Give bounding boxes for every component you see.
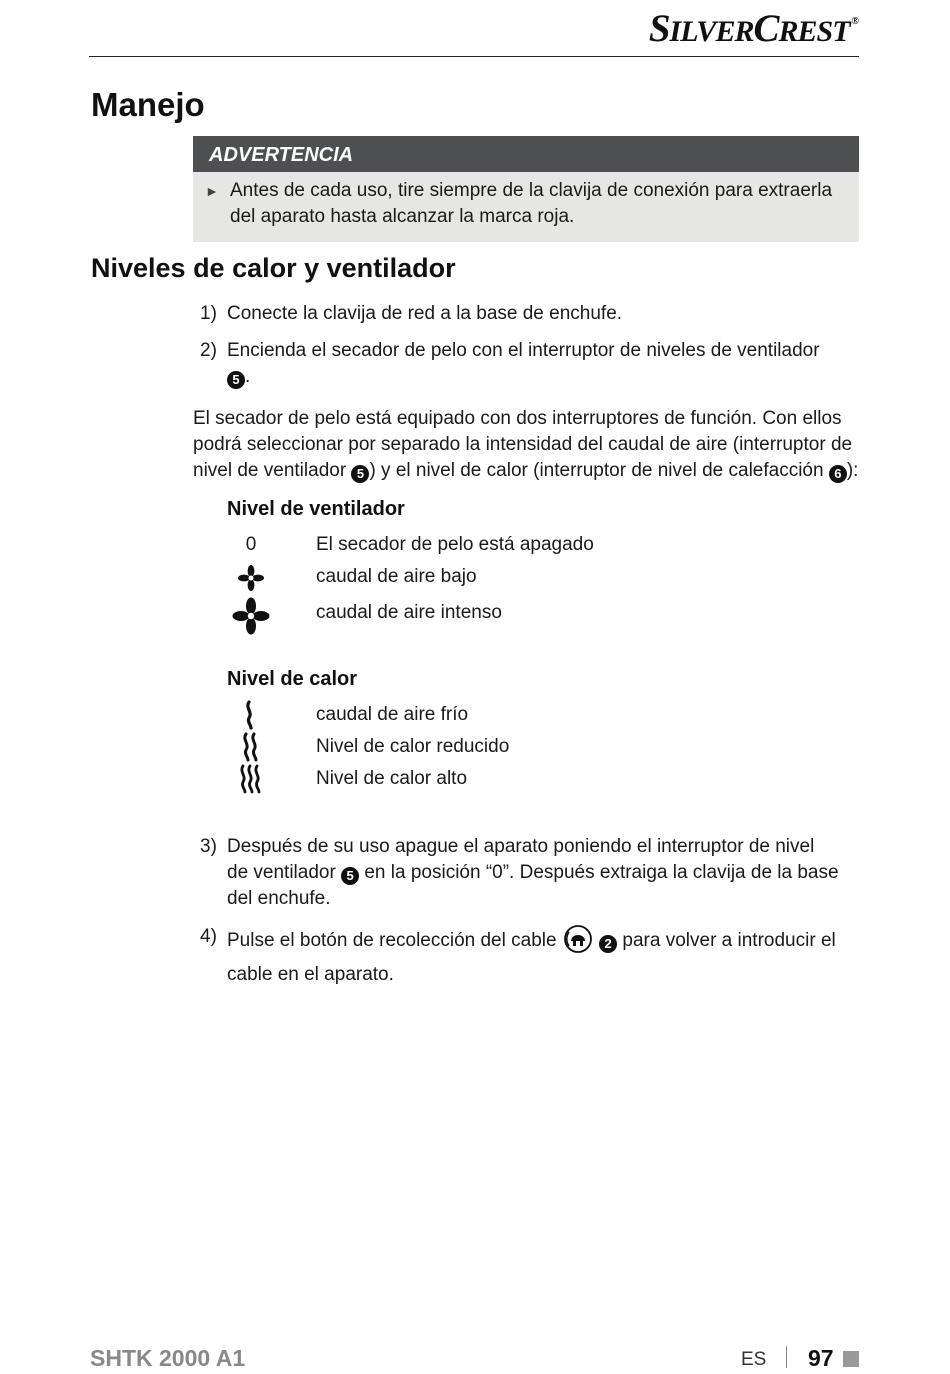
step-1 [200,301,840,327]
header-rule [89,56,859,57]
ref-number-badge: 5 [341,867,359,885]
fan-small-icon [231,564,271,598]
heat-2-icon [231,732,271,768]
fan-level-title: Nivel de ventilador [227,498,405,520]
footer-language: ES [741,1349,767,1370]
section-title: Manejo [91,86,205,123]
step-number: 1) [200,303,217,324]
warning-title: ADVERTENCIA [193,136,859,172]
heat-3-icon [231,764,271,800]
heat-1-icon [231,700,271,736]
heat-level-title: Nivel de calor [227,668,358,690]
step-number: 4) [200,926,217,947]
heat-level-label: Nivel de calor reducido [316,736,510,757]
brand-logo: SILVERCREST ® [648,7,858,50]
warning-box [193,136,859,242]
ref-number-badge: 2 [599,935,617,953]
intro-paragraph: El secador de pelo está equipado con dos interruptores de función. Con ellos podrá seleccionar por separado la intensidad del caudal de aire (interruptor de nivel de ventilador 5 ) y el nivel de calor (interruptor de nivel de calefacción 6 ): [193,408,859,481]
step-text: Después de su uso apague el aparato poniendo el interruptor de nivel de ventilador 5 en la posición “0”. Después extraiga la clavija de la base del enchufe. [227,836,839,909]
step-number: 3) [200,836,217,857]
step-3 [200,834,840,912]
warning-text: Antes de cada uso, tire siempre de la clavija de conexión para extraerla del aparato hasta alcanzar la marca roja. [230,180,833,227]
heat-level-label: caudal de aire frío [316,704,469,725]
fan-off-symbol: 0 [245,534,257,555]
step-2 [200,338,840,390]
arrow-bullet-icon: ► [205,183,219,199]
heat-level-label: Nivel de calor alto [316,768,468,789]
fan-level-label: El secador de pelo está apagado [316,534,594,555]
step-text: Pulse el botón de recolección del cable 2 para volver a introducir el cable en el aparato. [227,924,840,988]
subsection-title: Niveles de calor y ventilador [91,253,456,283]
step-4 [200,924,840,988]
ref-number-badge: 6 [829,465,847,483]
step-text: Conecte la clavija de red a la base de enchufe. [227,303,623,324]
ref-number-badge: 5 [227,371,245,389]
fan-level-label: caudal de aire intenso [316,602,502,623]
square-marker-icon [843,1351,859,1367]
fan-level-label: caudal de aire bajo [316,566,477,587]
cable-rewind-button-icon [562,924,594,962]
warning-body [193,172,859,242]
step-number: 2) [200,340,217,361]
footer-divider [786,1346,787,1368]
step-text: Encienda el secador de pelo con el interruptor de niveles de ventilador 5 . [227,340,820,387]
ref-number-badge: 5 [351,465,369,483]
footer-model: SHTK 2000 A1 [90,1345,246,1371]
page-number: 97 [808,1345,834,1371]
fan-large-icon [231,596,271,642]
